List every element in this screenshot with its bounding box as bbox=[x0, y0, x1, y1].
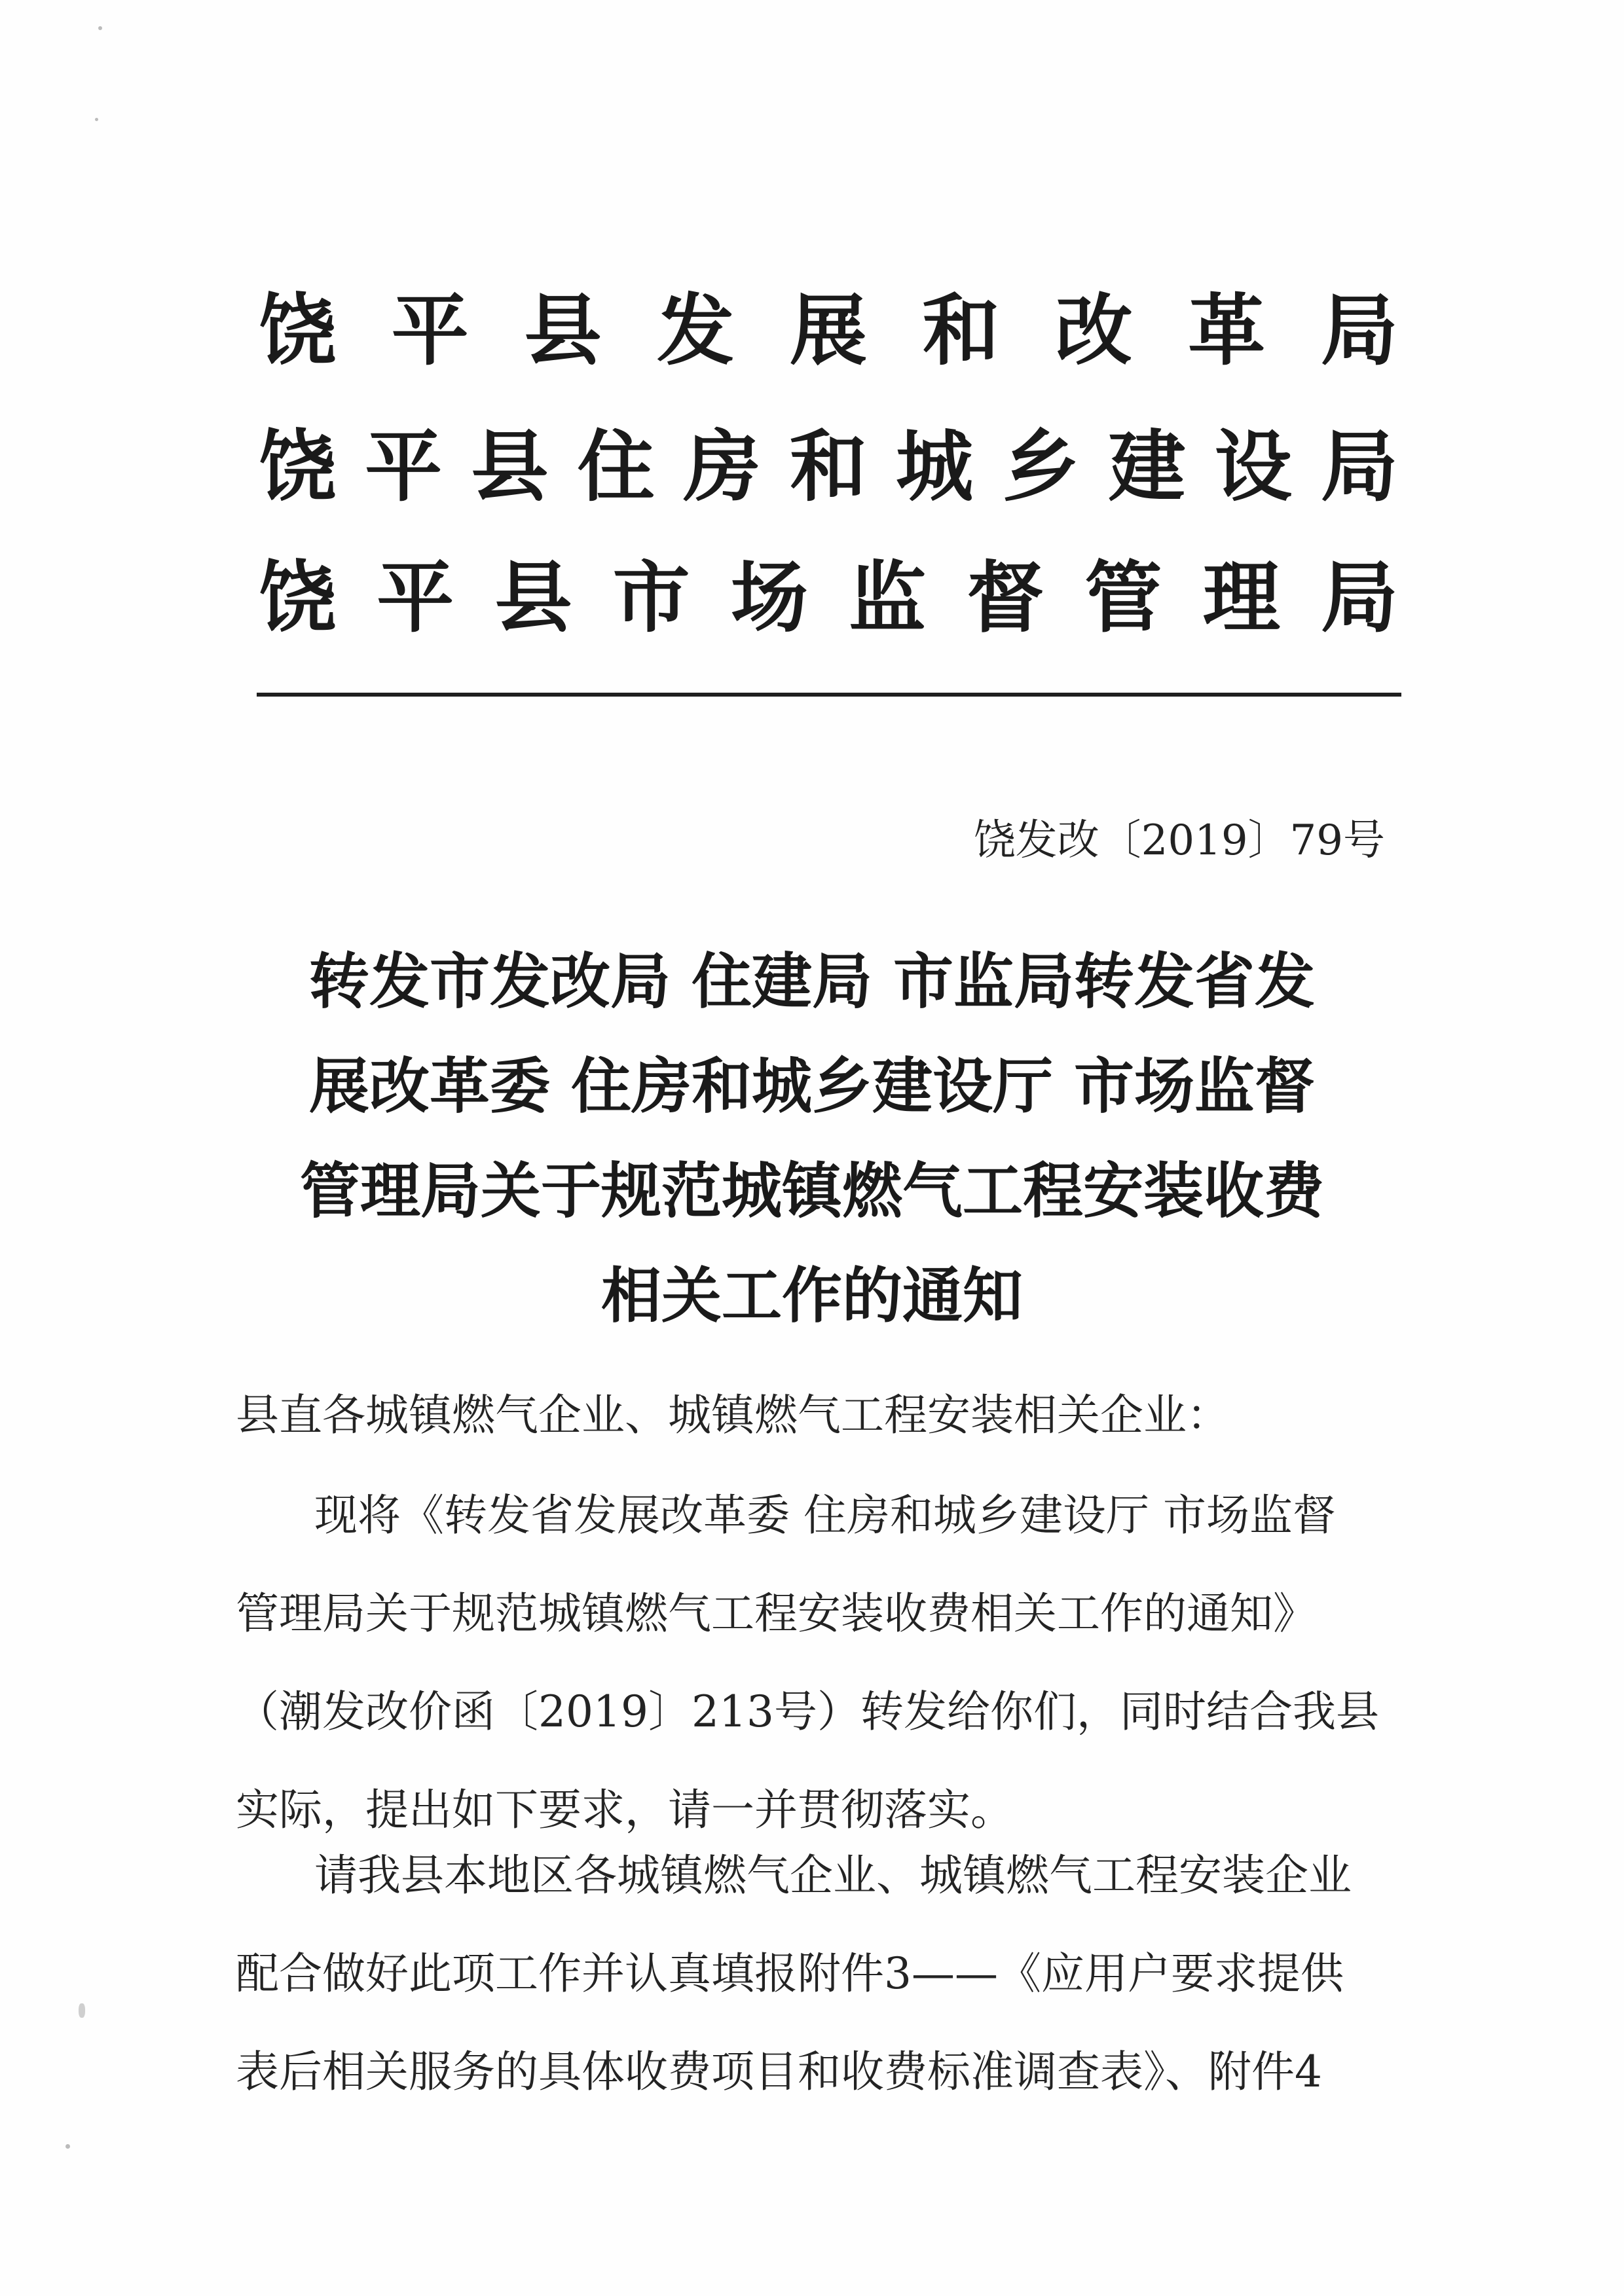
agency-name-char: 和 bbox=[789, 421, 867, 512]
agency-name-char: 监 bbox=[849, 552, 927, 643]
agency-name-char: 管 bbox=[1084, 552, 1162, 643]
scan-speck bbox=[79, 2003, 85, 2018]
agency-name-1 bbox=[259, 268, 1398, 380]
paragraph-line: 表后相关服务的具体收费项目和收费标准调查表》、附件4 bbox=[236, 2047, 1322, 2097]
agency-name-char: 改 bbox=[1055, 285, 1133, 376]
paragraph-line: 管理局关于规范城镇燃气工程安装收费相关工作的通知》 bbox=[236, 1588, 1316, 1639]
header-divider-line bbox=[257, 693, 1401, 697]
document-title bbox=[236, 930, 1388, 1349]
agency-name-char: 饶 bbox=[259, 552, 337, 643]
agency-name-char: 和 bbox=[922, 285, 1000, 376]
agency-name-char: 住 bbox=[577, 421, 655, 512]
document-number: 饶发改〔2019〕79号 bbox=[973, 816, 1385, 865]
title-line: 转发市发改局 住建局 市监局转发省发 bbox=[308, 947, 1316, 1017]
agency-name-char: 饶 bbox=[259, 285, 337, 376]
scan-speck bbox=[65, 2144, 70, 2149]
title-line: 展改革委 住房和城乡建设厅 市场监督 bbox=[308, 1051, 1316, 1121]
body-paragraph-1 bbox=[236, 1467, 1379, 1859]
agency-name-char: 局 bbox=[1320, 421, 1398, 512]
agency-name-char: 建 bbox=[1108, 421, 1186, 512]
agency-name-char: 平 bbox=[377, 552, 454, 643]
title-line: 管理局关于规范城镇燃气工程安装收费 bbox=[299, 1156, 1324, 1226]
agency-name-3 bbox=[259, 536, 1398, 647]
agency-name-char: 理 bbox=[1202, 552, 1280, 643]
agency-name-char: 督 bbox=[967, 552, 1044, 643]
agency-name-char: 县 bbox=[471, 421, 549, 512]
agency-name-char: 场 bbox=[730, 552, 808, 643]
agency-name-char: 城 bbox=[896, 421, 974, 512]
agency-name-char: 房 bbox=[683, 421, 761, 512]
agency-name-char: 局 bbox=[1320, 552, 1398, 643]
agency-name-2 bbox=[259, 405, 1398, 516]
agency-name-char: 平 bbox=[391, 285, 469, 376]
agency-name-char: 革 bbox=[1188, 285, 1266, 376]
paragraph-line: 实际，提出如下要求，请一并贯彻落实。 bbox=[236, 1785, 1014, 1835]
agency-name-char: 平 bbox=[365, 421, 443, 512]
paragraph-line: 现将《转发省发展改革委 住房和城乡建设厅 市场监督 bbox=[314, 1490, 1336, 1540]
agency-name-char: 展 bbox=[789, 285, 867, 376]
scan-speck bbox=[98, 26, 102, 30]
agency-name-char: 县 bbox=[494, 552, 572, 643]
agency-name-char: 发 bbox=[657, 285, 735, 376]
scan-speck bbox=[95, 118, 98, 121]
agency-name-char: 设 bbox=[1214, 421, 1292, 512]
title-line: 相关工作的通知 bbox=[600, 1261, 1023, 1331]
paragraph-line: 配合做好此项工作并认真填报附件3——《应用户要求提供 bbox=[236, 1948, 1344, 1999]
agency-name-char: 县 bbox=[524, 285, 602, 376]
agency-name-char: 市 bbox=[612, 552, 690, 643]
agency-name-char: 乡 bbox=[1002, 421, 1080, 512]
salutation: 县直各城镇燃气企业、城镇燃气工程安装相关企业： bbox=[236, 1390, 1230, 1440]
paragraph-line: 请我县本地区各城镇燃气企业、城镇燃气工程安装企业 bbox=[314, 1850, 1352, 1901]
body-paragraph-2 bbox=[236, 1827, 1375, 2121]
agency-name-char: 局 bbox=[1320, 285, 1398, 376]
paragraph-line: （潮发改价函〔2019〕213号）转发给你们，同时结合我县 bbox=[236, 1686, 1379, 1737]
agency-name-char: 饶 bbox=[259, 421, 337, 512]
